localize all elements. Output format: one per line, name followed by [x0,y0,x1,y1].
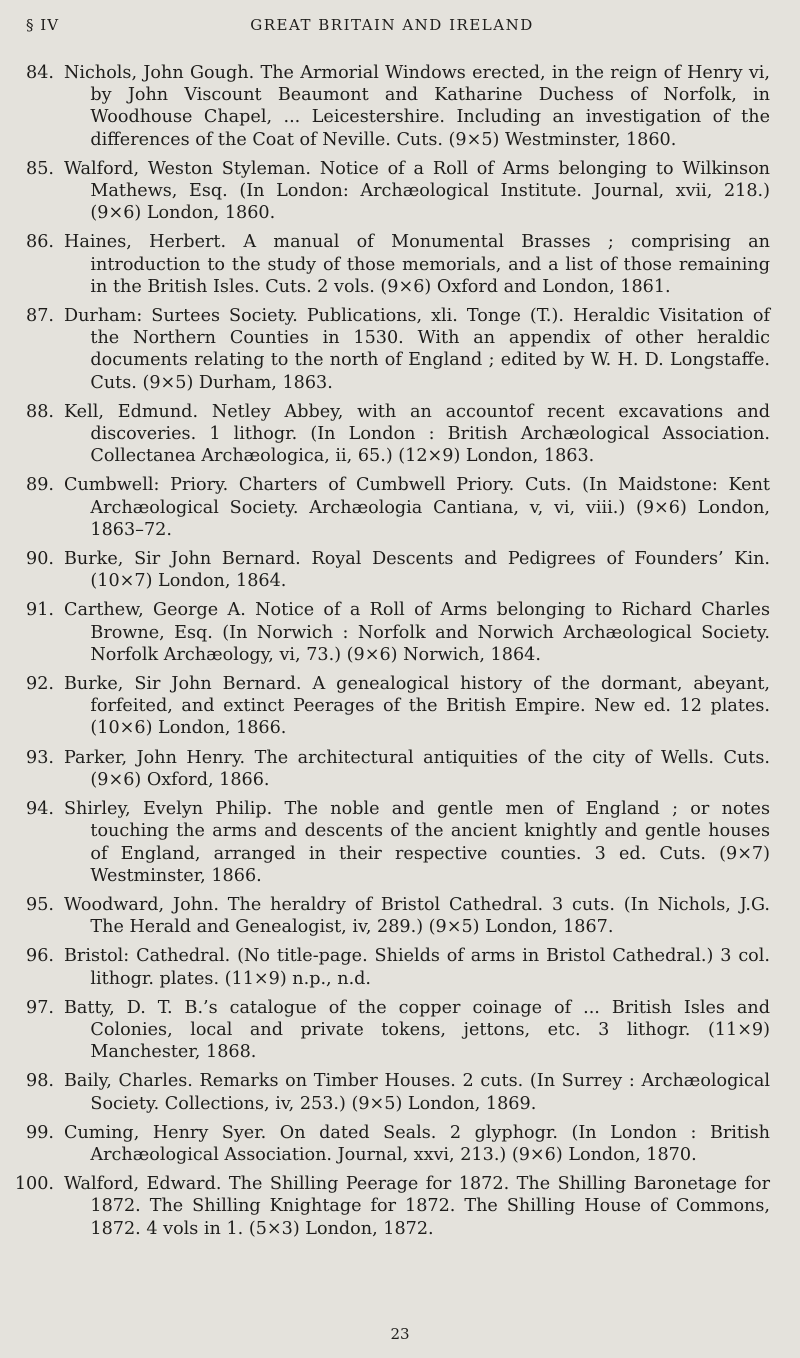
entry-number: 86. [26,232,54,253]
list-item [14,474,770,541]
entry-number: 98. [26,1071,54,1092]
entry-text: Kell, Edmund. Netley Abbey, with an accountof recent excavations and discoveries. 1 lithogr. (In London : British Archæological Association. Collectanea Archæologica, ii, 65.) (12×9) London, 1863. [64,401,770,467]
entry-number: 99. [26,1122,54,1143]
running-head [14,12,770,52]
entry-number: 85. [26,158,54,179]
list-item [14,548,770,592]
list-item [14,997,770,1064]
entry-text: Parker, John Henry. The architectural antiquities of the city of Wells. Cuts. (9×6) Oxford, 1866. [64,747,770,790]
entry-number: 89. [26,475,54,496]
entry-text: Haines, Herbert. A manual of Monumental Brasses ; comprising an introduction to the study of those memorials, and a list of those remaining in the British Isles. Cuts. 2 vols. (9×6) Oxford and London, 1861. [64,232,770,297]
list-item [14,1122,770,1166]
entry-text: Shirley, Evelyn Philip. The noble and gentle men of England ; or notes touching the arms and descents of the ancient knightly and gentle houses of England, arranged in their respective counties. 3 ed. Cuts. (9×7) Westminster, 1866. [64,799,770,886]
entry-number: 95. [26,894,54,915]
list-item [14,231,770,298]
entry-number: 100. [14,1174,54,1195]
list-item [14,747,770,791]
section-mark: § IV [26,16,60,34]
list-item [14,158,770,225]
entry-number: 90. [26,549,54,570]
entry-number: 84. [26,63,54,83]
entry-text: Durham: Surtees Society. Publications, xli. Tonge (T.). Heraldic Visitation of the Northern Counties in 1530. With an appendix of other heraldic documents relating to the north of England ; edited by W. H. D. Longstaffe. Cuts. (9×5) Durham, 1863. [64,306,770,393]
list-item [14,62,770,151]
entry-text: Carthew, George A. Notice of a Roll of Arms belonging to Richard Charles Browne, Esq. (In Norwich : Norfolk and Norwich Archæological Society. Norfolk Archæology, vi, 73.) (9×6) Norwich, 1864. [64,600,770,665]
list-item [14,401,770,468]
entry-text: Woodward, John. The heraldry of Bristol Cathedral. 3 cuts. (In Nichols, J.G. The Herald and Genealogist, iv, 289.) (9×5) London, 1867. [64,894,770,938]
entry-number: 92. [26,674,54,695]
list-item [14,305,770,394]
entry-number: 88. [26,401,54,422]
header-title: GREAT BRITAIN AND IRELAND [250,16,534,34]
entry-text: Cumbwell: Priory. Charters of Cumbwell Priory. Cuts. (In Maidstone: Kent Archæological Society. Archæologia Cantiana, v, vi, viii.) (9×6) London, 1863–72. [64,475,770,540]
list-item [14,894,770,938]
list-item [14,798,770,887]
list-item [14,945,770,989]
entry-text: Walford, Edward. The Shilling Peerage for 1872. The Shilling Baronetage for 1872. The Shilling Knightage for 1872. The Shilling House of Commons, 1872. 4 vols in 1. (5×3) London, 1872. [64,1174,770,1239]
entry-text: Burke, Sir John Bernard. Royal Descents and Pedigrees of Founders’ Kin. (10×7) London, 1864. [64,549,770,592]
entry-text: Batty, D. T. B.’s catalogue of the copper coinage of ... British Isles and Colonies, local and private tokens, jettons, etc. 3 lithogr. (11×9) Manchester, 1868. [64,997,770,1063]
entry-number: 93. [26,747,54,768]
list-item [14,1070,770,1114]
entry-text: Cuming, Henry Syer. On dated Seals. 2 glyphogr. (In London : British Archæological Association. Journal, xxvi, 213.) (9×6) London, 1870. [64,1122,770,1165]
entry-number: 96. [26,946,54,967]
entry-text: Baily, Charles. Remarks on Timber Houses. 2 cuts. (In Surrey : Archæological Society. Collections, iv, 253.) (9×5) London, 1869. [64,1071,770,1114]
entry-number: 91. [26,600,54,621]
entry-text: Nichols, John Gough. The Armorial Windows erected, in the reign of Henry vi, by John Viscount Beaumont and Katharine Duchess of Norfolk, in Woodhouse Chapel, ... Leicestershire. Including an investigation of the differences of the Coat of Neville. Cuts. (9×5) Westminster, 1860. [64,63,770,150]
entry-number: 94. [26,799,54,820]
page-number: 23 [390,1325,410,1343]
list-item [14,673,770,740]
entry-text: Bristol: Cathedral. (No title-page. Shields of arms in Bristol Cathedral.) 3 col. lithogr. plates. (11×9) n.p., n.d. [64,946,770,989]
entry-text: Walford, Weston Styleman. Notice of a Roll of Arms belonging to Wilkinson Mathews, Esq. (In London: Archæological Institute. Journal, xvii, 218.) (9×6) London, 1860. [64,158,770,224]
list-item [14,599,770,666]
entry-text: Burke, Sir John Bernard. A genealogical history of the dormant, abeyant, forfeited, and extinct Peerages of the British Empire. New ed. 12 plates. (10×6) London, 1866. [64,674,770,739]
list-item [14,1173,770,1240]
entry-number: 97. [26,997,54,1018]
bibliography-list [14,62,770,1240]
entry-number: 87. [26,306,54,327]
